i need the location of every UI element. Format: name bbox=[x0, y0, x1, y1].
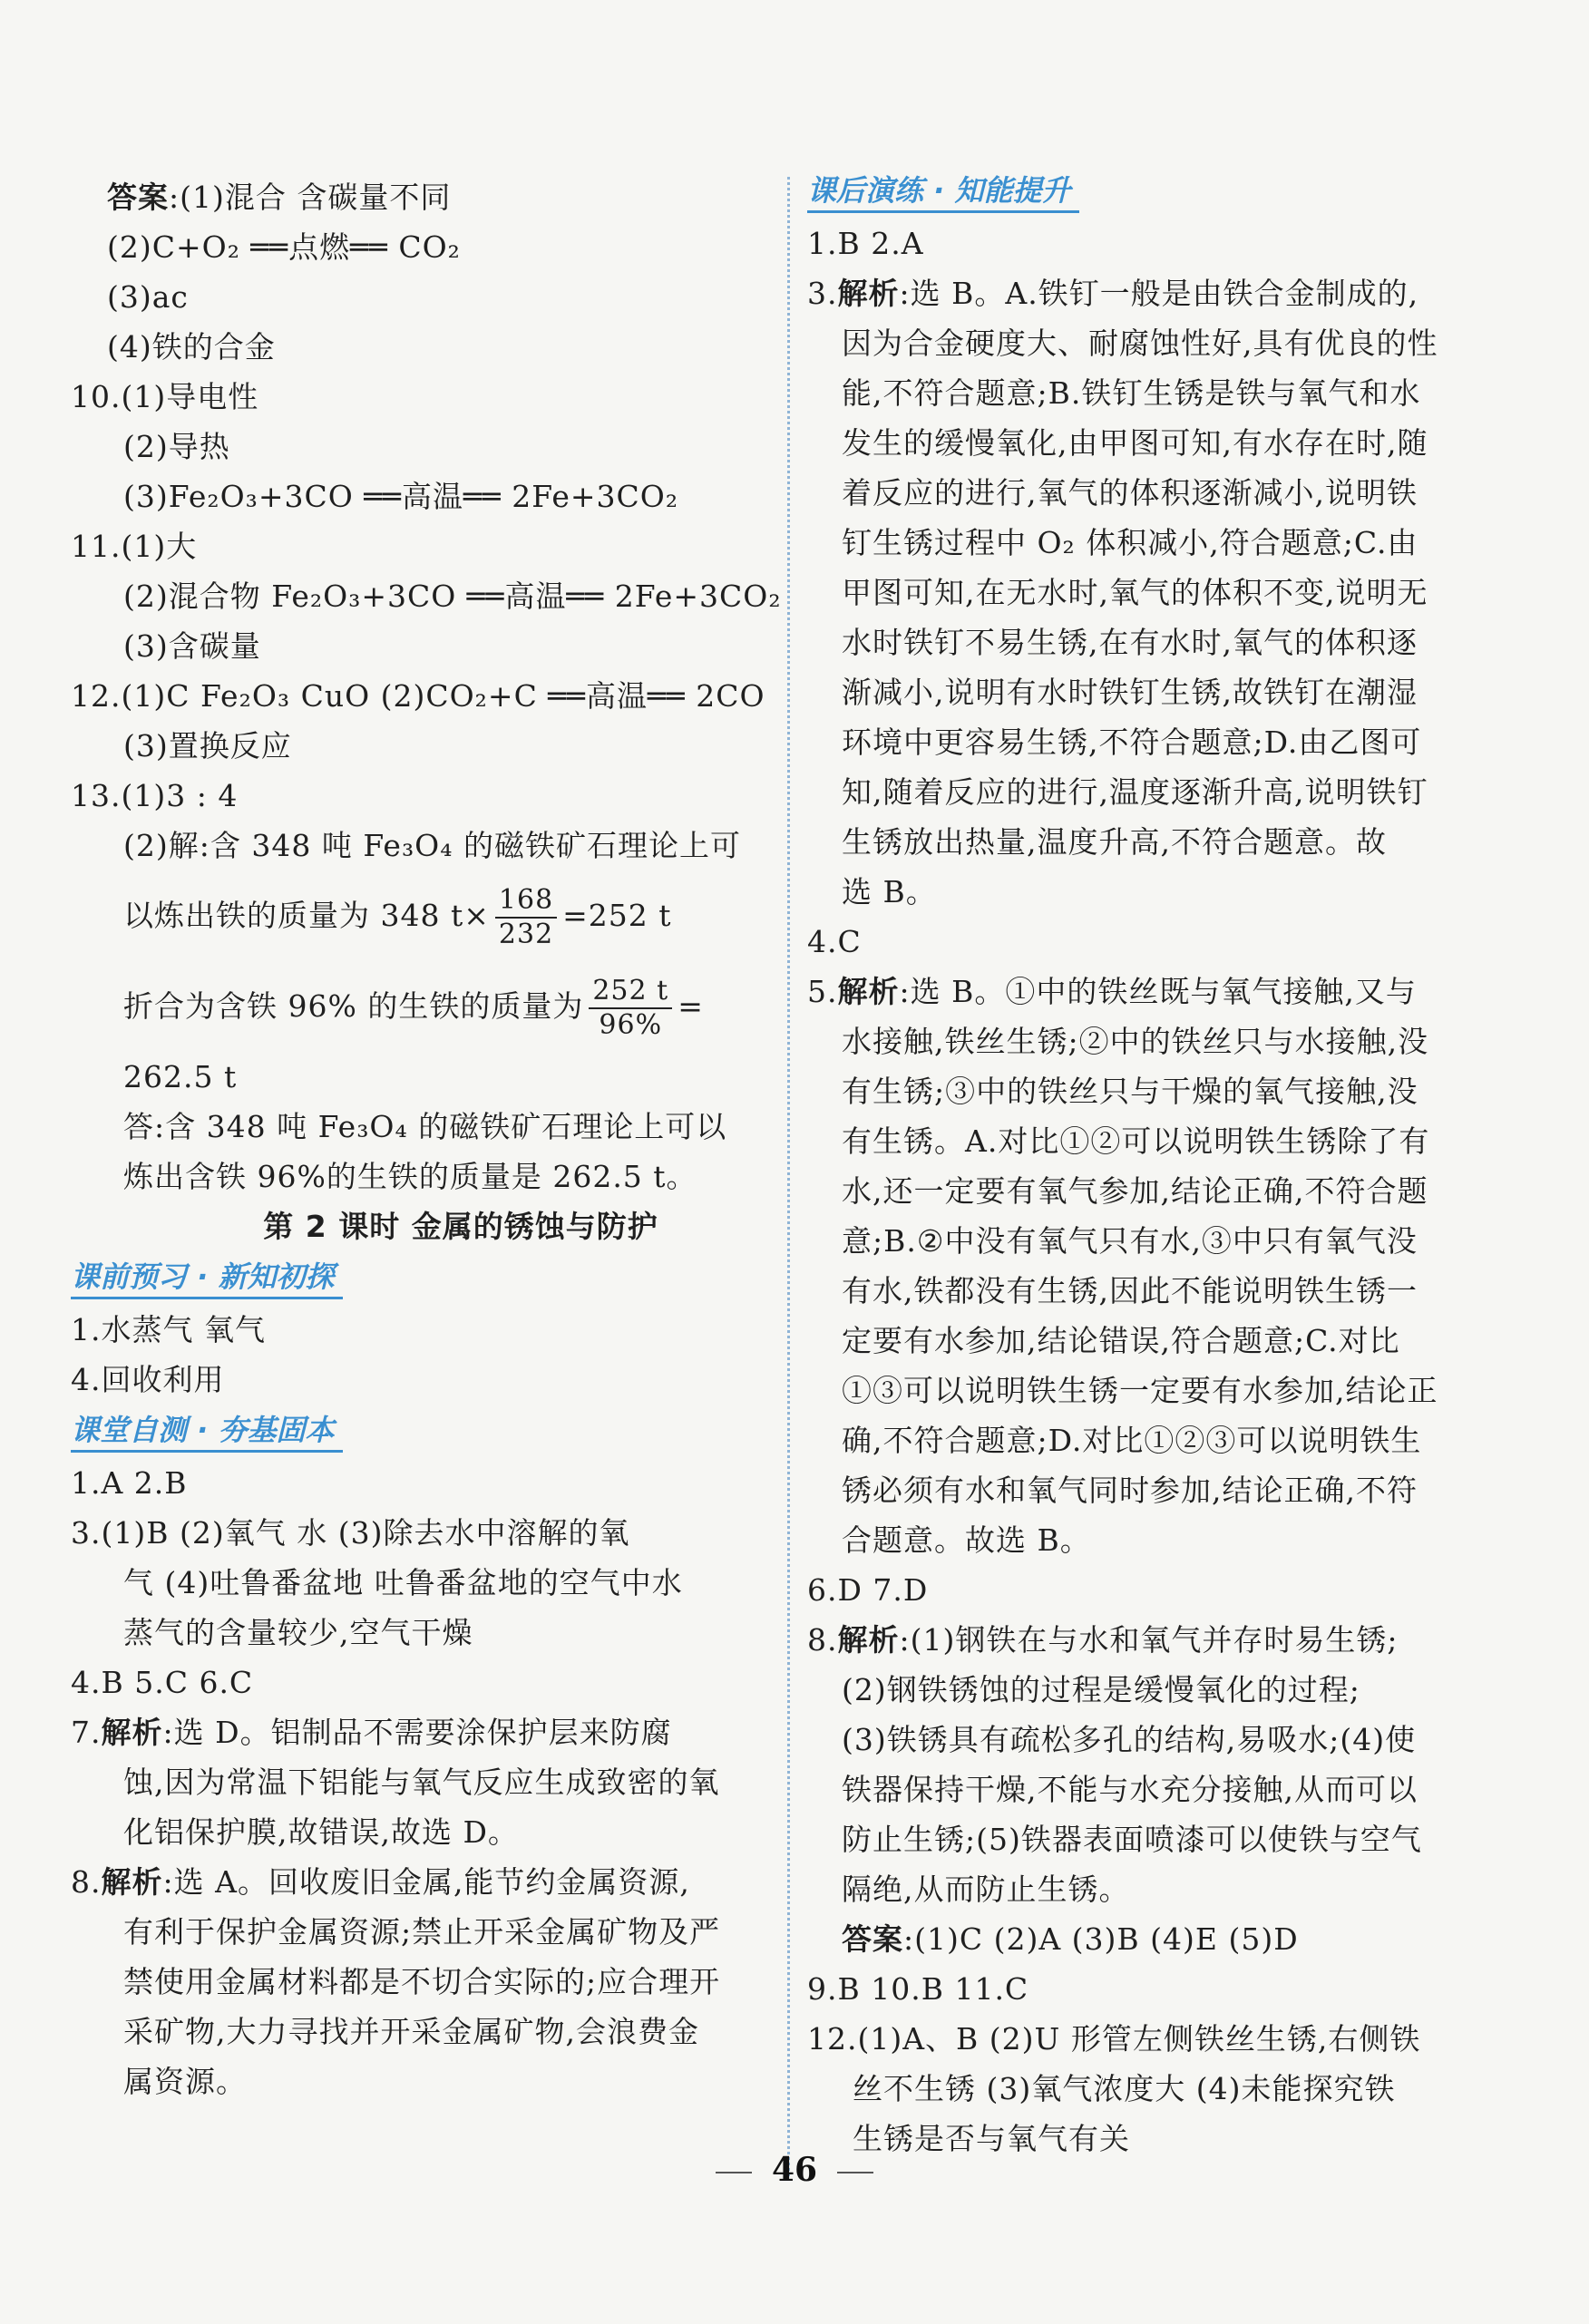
text-line: 意;B.②中没有氧气只有水,③中只有氧气没 bbox=[842, 1223, 1418, 1259]
text-line: 生锈是否与氧气有关 bbox=[853, 2121, 1130, 2156]
analysis-line: 7.解析:选 D。铝制品不需要涂保护层来防腐 bbox=[71, 1715, 672, 1750]
text-line: 能,不符合题意;B.铁钉生锈是铁与氧气和水 bbox=[842, 375, 1421, 411]
text-line: 炼出含铁 96%的生铁的质量是 262.5 t。 bbox=[123, 1159, 697, 1194]
text-line: 选 B。 bbox=[842, 874, 937, 909]
fraction-line: 以炼出铁的质量为 348 t× $\frac{168}{232}$ =252 t bbox=[123, 884, 672, 950]
text-line: 确,不符合题意;D.对比①②③可以说明铁生 bbox=[842, 1423, 1422, 1458]
equation-line: (2)混合物 Fe₂O₃+3CO ══高温══ 2Fe+3CO₂ bbox=[123, 579, 782, 614]
text-line: (3)ac bbox=[107, 279, 189, 315]
text-line: 气 (4)吐鲁番盆地 吐鲁番盆地的空气中水 bbox=[123, 1565, 683, 1600]
text-line: 有利于保护金属资源;禁止开采金属矿物及严 bbox=[123, 1914, 721, 1950]
text-line: 发生的缓慢氧化,由甲图可知,有水存在时,随 bbox=[842, 425, 1428, 461]
column-divider bbox=[787, 177, 790, 2176]
question-13: 13.(1)3 : 4 bbox=[71, 778, 239, 813]
text-line: 禁使用金属材料都是不切合实际的;应合理开 bbox=[123, 1964, 721, 1999]
text-line: 9.B 10.B 11.C bbox=[807, 1971, 1029, 2007]
analysis-line: 3.解析:选 B。A.铁钉一般是由铁合金制成的, bbox=[807, 276, 1419, 311]
text-line: (3)置换反应 bbox=[123, 728, 292, 763]
text-line: (2)钢铁锈蚀的过程是缓慢氧化的过程; bbox=[842, 1672, 1360, 1707]
dash-left bbox=[716, 2172, 752, 2173]
section-heading-3: 课后演练 · 知能提升 bbox=[807, 165, 1469, 219]
text-line: 丝不生锈 (3)氧气浓度大 (4)未能探究铁 bbox=[853, 2071, 1396, 2106]
text-line: 因为合金硬度大、耐腐蚀性好,具有优良的性 bbox=[842, 326, 1438, 361]
text-line: 1.B 2.A bbox=[807, 226, 924, 261]
text-line: 6.D 7.D bbox=[807, 1572, 929, 1608]
text-line: 4.B 5.C 6.C bbox=[71, 1665, 254, 1700]
text-line: (4)铁的合金 bbox=[107, 329, 276, 365]
text-line: 甲图可知,在无水时,氧气的体积不变,说明无 bbox=[842, 575, 1428, 610]
text-line: 有水,铁都没有生锈,因此不能说明铁生锈一 bbox=[842, 1273, 1418, 1308]
text-line: 水时铁钉不易生锈,在有水时,氧气的体积逐 bbox=[842, 625, 1418, 660]
text-line: (3)含碳量 bbox=[123, 628, 261, 664]
text-line: 防止生锈;(5)铁器表面喷漆可以使铁与空气 bbox=[842, 1822, 1422, 1857]
right-column bbox=[807, 172, 1469, 2164]
text-line: 知,随着反应的进行,温度逐渐升高,说明铁钉 bbox=[842, 774, 1428, 810]
text-line: 3.(1)B (2)氧气 水 (3)除去水中溶解的氧 bbox=[71, 1515, 630, 1551]
fraction-line: 折合为含铁 96% 的生铁的质量为 $\frac{252 t}{96\%}$ = bbox=[123, 975, 704, 1041]
lesson-title: 第 2 课时 金属的锈蚀与防护 bbox=[263, 1209, 658, 1244]
question-11: 11.(1)大 bbox=[71, 529, 198, 564]
text-line: (2)导热 bbox=[123, 429, 230, 464]
text-line: 生锈放出热量,温度升高,不符合题意。故 bbox=[842, 824, 1387, 860]
text-line: 4.C bbox=[807, 924, 862, 959]
text-line: 着反应的进行,氧气的体积逐渐减小,说明铁 bbox=[842, 475, 1418, 511]
text-line: 定要有水参加,结论错误,符合题意;C.对比 bbox=[842, 1323, 1400, 1358]
analysis-line: 8.解析:(1)钢铁在与水和氧气并存时易生锈; bbox=[807, 1622, 1399, 1658]
text-line: 1.水蒸气 氧气 bbox=[71, 1312, 266, 1347]
text-line: (2)解:含 348 吨 Fe₃O₄ 的磁铁矿石理论上可 bbox=[123, 828, 741, 863]
text-line: 有生锈。A.对比①②可以说明铁生锈除了有 bbox=[842, 1123, 1430, 1159]
text-line: 4.回收利用 bbox=[71, 1362, 225, 1397]
answer-line: 答案:(1)混合 含碳量不同 bbox=[107, 180, 452, 215]
left-column bbox=[71, 172, 782, 2106]
text-line: (3)铁锈具有疏松多孔的结构,易吸水;(4)使 bbox=[842, 1722, 1417, 1757]
section-heading-2: 课堂自测 · 夯基固本 bbox=[71, 1405, 778, 1458]
fraction: $\frac{168}{232}$ bbox=[495, 884, 557, 951]
text-line: 环境中更容易生锈,不符合题意;D.由乙图可 bbox=[842, 724, 1422, 760]
text-line: 水接触,铁丝生锈;②中的铁丝只与水接触,没 bbox=[842, 1024, 1429, 1059]
dash-right bbox=[837, 2172, 873, 2173]
question-12: 12.(1)C Fe₂O₃ CuO (2)CO₂+C ══高温══ 2CO bbox=[71, 678, 765, 714]
text-line: 属资源。 bbox=[123, 2064, 247, 2099]
text-line: 铁器保持干燥,不能与水充分接触,从而可以 bbox=[842, 1772, 1418, 1807]
text-line: 合题意。故选 B。 bbox=[842, 1522, 1091, 1558]
text-line: 蚀,因为常温下铝能与氧气反应生成致密的氧 bbox=[123, 1765, 720, 1800]
analysis-line: 5.解析:选 B。①中的铁丝既与氧气接触,又与 bbox=[807, 974, 1417, 1009]
analysis-line: 8.解析:选 A。回收废旧金属,能节约金属资源, bbox=[71, 1864, 690, 1900]
fraction: $\frac{252 t}{96\%}$ bbox=[589, 975, 672, 1042]
equation-line: (2)C+O₂ ══点燃══ CO₂ bbox=[107, 229, 461, 265]
section-heading-1: 课前预习 · 新知初探 bbox=[71, 1251, 778, 1305]
text-line: 隔绝,从而防止生锈。 bbox=[842, 1872, 1130, 1907]
equation-line: (3)Fe₂O₃+3CO ══高温══ 2Fe+3CO₂ bbox=[123, 479, 679, 514]
question-10: 10.(1)导电性 bbox=[71, 379, 259, 414]
text-line: 262.5 t bbox=[123, 1059, 238, 1094]
text-line: ①③可以说明铁生锈一定要有水参加,结论正 bbox=[842, 1373, 1438, 1408]
text-line: 水,还一定要有氧气参加,结论正确,不符合题 bbox=[842, 1173, 1428, 1209]
text-line: 钉生锈过程中 O₂ 体积减小,符合题意;C.由 bbox=[842, 525, 1418, 560]
text-line: 采矿物,大力寻找并开采金属矿物,会浪费金 bbox=[123, 2014, 699, 2049]
text-line: 有生锈;③中的铁丝只与干燥的氧气接触,没 bbox=[842, 1074, 1418, 1109]
text-line: 答:含 348 吨 Fe₃O₄ 的磁铁矿石理论上可以 bbox=[123, 1109, 727, 1144]
text-line: 化铝保护膜,故错误,故选 D。 bbox=[123, 1814, 519, 1850]
text-line: 渐减小,说明有水时铁钉生锈,故铁钉在潮湿 bbox=[842, 675, 1418, 710]
text-line: 锈必须有水和氧气同时参加,结论正确,不符 bbox=[842, 1473, 1418, 1508]
text-line: 12.(1)A、B (2)U 形管左侧铁丝生锈,右侧铁 bbox=[807, 2021, 1421, 2057]
text-line: 1.A 2.B bbox=[71, 1465, 188, 1501]
page-number: 46 bbox=[0, 2151, 1589, 2189]
text-line: 蒸气的含量较少,空气干燥 bbox=[123, 1615, 473, 1650]
answer-line: 答案:(1)C (2)A (3)B (4)E (5)D bbox=[842, 1921, 1299, 1957]
